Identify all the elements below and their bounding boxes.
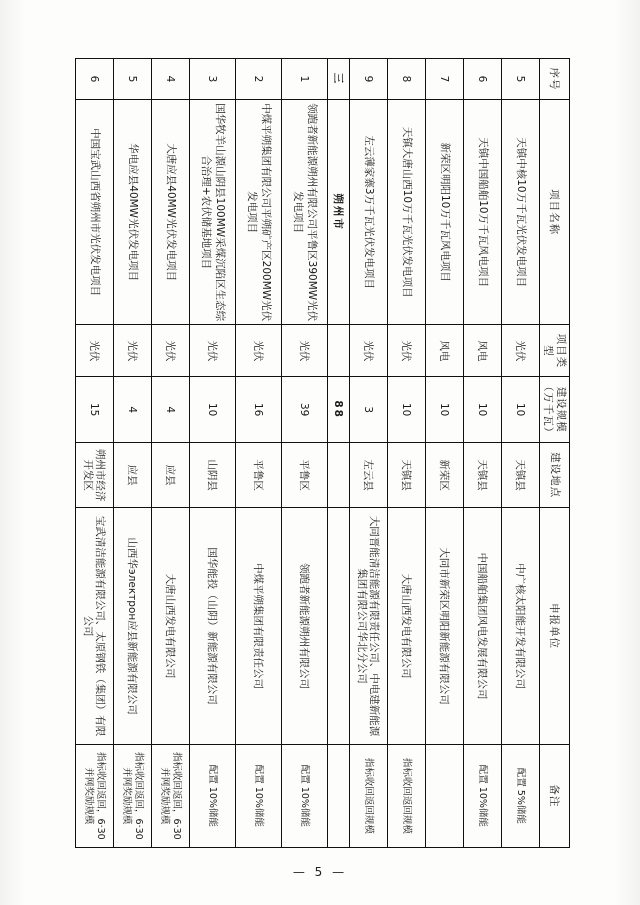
- cell-project-name: 中国宝武山西省朔州市光伏发电项目: [75, 99, 113, 324]
- header-type: 项目类型: [539, 324, 569, 376]
- cell-project-type: 光伏: [113, 324, 151, 376]
- header-seq: 序号: [539, 58, 569, 99]
- cell-place: 左云县: [349, 442, 387, 507]
- cell-project-name: 左云薄家寨3万千瓦光伏发电项目: [349, 99, 387, 324]
- header-name: 项目名称: [539, 99, 569, 324]
- cell-scale: 16: [235, 376, 281, 441]
- cell-project-name: 天镇大唐山西10万千瓦光伏发电项目: [387, 99, 425, 324]
- project-table: [75, 58, 570, 848]
- page-edge-shadow-left: [0, 0, 26, 905]
- cell-unit: 大同晋能清洁能源有限责任公司、中电建新能源集团有限公司华北分公司: [349, 507, 387, 743]
- section-note: [327, 744, 349, 847]
- section-name: 朔州市: [327, 99, 349, 324]
- cell-project-name: 天镇中国船舶10万千瓦风电项目: [463, 99, 501, 324]
- cell-seq: 6: [75, 58, 113, 99]
- cell-place: 山阴县: [189, 442, 235, 507]
- cell-note: 指标收回返回规模: [387, 744, 425, 847]
- cell-project-type: 光伏: [501, 324, 539, 376]
- cell-place: 天镇县: [463, 442, 501, 507]
- cell-project-type: 光伏: [151, 324, 189, 376]
- page-edge-shadow-right: [614, 0, 640, 905]
- cell-place: 应县: [151, 442, 189, 507]
- cell-note: 指标收回返回规模: [349, 744, 387, 847]
- table-row: [235, 58, 281, 847]
- cell-note: [425, 744, 463, 847]
- table-header-row: [539, 58, 569, 847]
- table-row: [387, 58, 425, 847]
- cell-place: 应县: [113, 442, 151, 507]
- cell-project-type: 光伏: [75, 324, 113, 376]
- cell-unit: 大唐山西发电有限公司: [151, 507, 189, 743]
- cell-place: 天镇县: [387, 442, 425, 507]
- cell-project-type: 光伏: [387, 324, 425, 376]
- cell-project-name: 新荣区明阳10万千瓦风电项目: [425, 99, 463, 324]
- cell-seq: 5: [113, 58, 151, 99]
- cell-seq: 1: [281, 58, 327, 99]
- header-note: 备注: [539, 744, 569, 847]
- cell-scale: 10: [425, 376, 463, 441]
- cell-project-type: 风电: [463, 324, 501, 376]
- cell-seq: 2: [235, 58, 281, 99]
- cell-seq: 3: [189, 58, 235, 99]
- cell-unit: 中煤平朔集团有限责任公司: [235, 507, 281, 743]
- cell-project-type: 光伏: [235, 324, 281, 376]
- cell-seq: 9: [349, 58, 387, 99]
- cell-scale: 10: [189, 376, 235, 441]
- header-unit: 申报单位: [539, 507, 569, 743]
- cell-place: 天镇县: [501, 442, 539, 507]
- cell-place: 平鲁区: [281, 442, 327, 507]
- table-row: [463, 58, 501, 847]
- section-scale: 88: [327, 376, 349, 441]
- cell-scale: 15: [75, 376, 113, 441]
- cell-project-name: 华电应县40MW光伏发电项目: [113, 99, 151, 324]
- cell-project-name: 中煤平朔集团有限公司平朔矿产区200MW光伏发电项目: [235, 99, 281, 324]
- cell-scale: 3: [349, 376, 387, 441]
- table-row: [501, 58, 539, 847]
- rotated-table-container: [70, 58, 570, 848]
- cell-project-name: 国华牧羊山源山阴县100MW采煤沉陷区生态综合治理+农伏储基地项目: [189, 99, 235, 324]
- cell-project-type: 风电: [425, 324, 463, 376]
- cell-note: 配置 10%储能: [189, 744, 235, 847]
- cell-scale: 39: [281, 376, 327, 441]
- page-number: — 5 —: [292, 865, 348, 879]
- cell-project-name: 大唐应县40MW光伏发电项目: [151, 99, 189, 324]
- cell-scale: 10: [463, 376, 501, 441]
- cell-unit: 中广核太阳能开发有限公司: [501, 507, 539, 743]
- table-row: [425, 58, 463, 847]
- cell-scale: 10: [387, 376, 425, 441]
- cell-project-type: 光伏: [349, 324, 387, 376]
- cell-unit: 大同市新荣区明阳新能源有限公司: [425, 507, 463, 743]
- cell-seq: 8: [387, 58, 425, 99]
- cell-seq: 6: [463, 58, 501, 99]
- cell-note: 指标收回返回，6·30并网奖励规模: [151, 744, 189, 847]
- cell-unit: 领跑者新能源朔州有限公司: [281, 507, 327, 743]
- cell-unit: 大唐山西发电有限公司: [387, 507, 425, 743]
- cell-seq: 4: [151, 58, 189, 99]
- cell-scale: 10: [501, 376, 539, 441]
- header-place: 建设地点: [539, 442, 569, 507]
- cell-unit: 宝武清洁能源有限公司、太原钢铁（集团）有限公司: [75, 507, 113, 743]
- cell-place: 平鲁区: [235, 442, 281, 507]
- cell-place: 新荣区: [425, 442, 463, 507]
- cell-seq: 7: [425, 58, 463, 99]
- cell-scale: 4: [151, 376, 189, 441]
- cell-place: 朔州市经济开发区: [75, 442, 113, 507]
- cell-note: 指标收回返回，6·30并网奖励规模: [75, 744, 113, 847]
- cell-unit: 国华能投（山阴）新能源有限公司: [189, 507, 235, 743]
- section-unit: [327, 507, 349, 743]
- table-row: [349, 58, 387, 847]
- table-row: [189, 58, 235, 847]
- table-row: [151, 58, 189, 847]
- cell-scale: 4: [113, 376, 151, 441]
- cell-note: 指标收回返回，6·30并网奖励规模: [113, 744, 151, 847]
- cell-project-type: 光伏: [189, 324, 235, 376]
- table-row: [75, 58, 113, 847]
- cell-note: 配置 5%储能: [501, 744, 539, 847]
- cell-unit: 山西华электрон应县新能源有限公司: [113, 507, 151, 743]
- cell-note: 配置 10%储能: [281, 744, 327, 847]
- table-header: [539, 58, 569, 847]
- header-scale: 建设规模（万千瓦）: [539, 376, 569, 441]
- section-seq: 三: [327, 58, 349, 99]
- table-section-row: [327, 58, 349, 847]
- section-place: [327, 442, 349, 507]
- cell-project-type: 光伏: [281, 324, 327, 376]
- cell-note: 配置 10%储能: [235, 744, 281, 847]
- table-row: [113, 58, 151, 847]
- cell-seq: 5: [501, 58, 539, 99]
- section-type: [327, 324, 349, 376]
- table-body: [75, 58, 539, 847]
- table-row: [281, 58, 327, 847]
- cell-unit: 中国船舶集团风电发展有限公司: [463, 507, 501, 743]
- cell-note: 配置 10%储能: [463, 744, 501, 847]
- cell-project-name: 天镇中核10万千瓦光伏发电项目: [501, 99, 539, 324]
- cell-project-name: 领跑者新能源朔州有限公司平鲁区390MW光伏发电项目: [281, 99, 327, 324]
